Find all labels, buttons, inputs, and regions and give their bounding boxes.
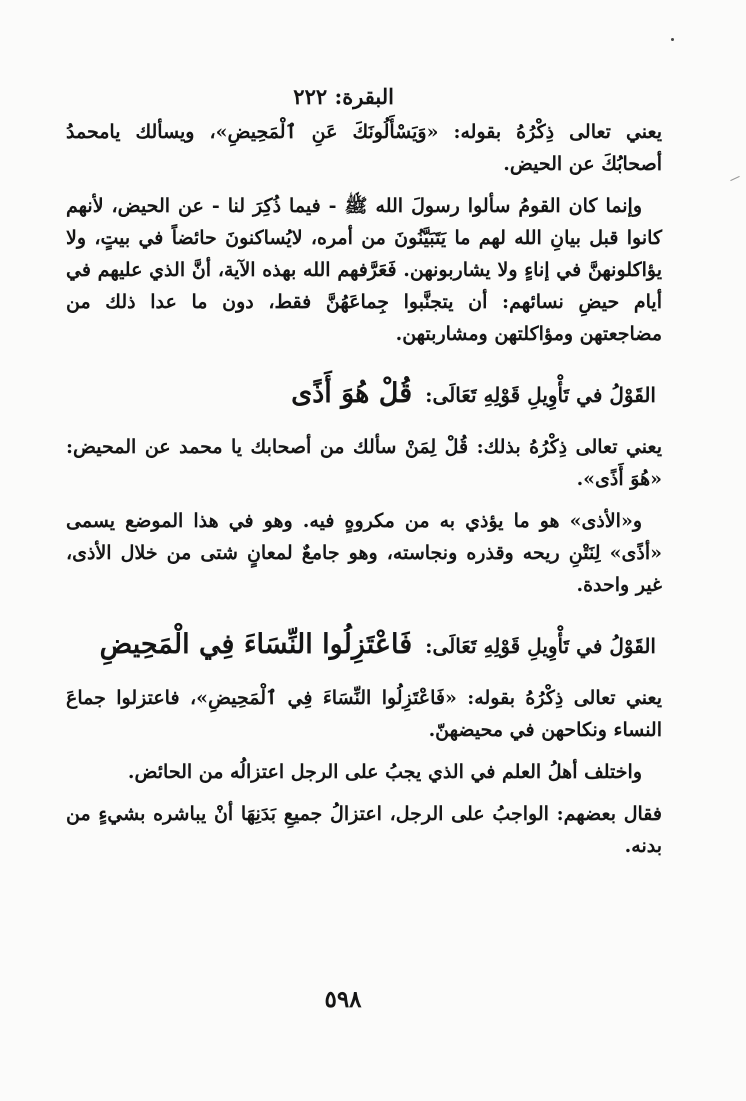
ink-dot [671,38,674,41]
page-body [66,116,662,872]
paragraph-1: يعني تعالى ذِكْرُهُ بقوله: «وَيَسْأَلُونَكَ عَنِ ٱلْمَحِيضِ»، ويسألك يامحمدُ أصحابُكَ عن الحيض. [66,121,662,175]
paragraph-7: فقال بعضهم: الواجبُ على الرجل، اعتزالُ جميعِ بَدَنِهَا أنْ يباشره بشيءٍ من بدنه. [66,803,662,857]
paragraph-5: يعني تعالى ذِكْرُهُ بقوله: «فَاعْتَزِلُوا النِّسَاءَ فِي ٱلْمَحِيضِ»، فاعتزلوا جماعَ النساء ونكاحهن في محيضهنّ. [66,687,662,741]
section-heading-1 [66,374,656,415]
paragraph-3: يعني تعالى ذِكْرُهُ بذلك: قُلْ لِمَنْ سألك من أصحابك يا محمد عن المحيض: «هُوَ أَذًى». [66,436,662,490]
paragraph-4: و«الأذى» هو ما يؤذي به من مكروهٍ فيه. وهو في هذا الموضع يسمى «أذًى» لِنَتْنِ ريحه وقذره ونجاسته، وهو جامعٌ لمعانٍ شتى من خلال الأذى، غير واحدة. [66,510,662,596]
section-heading-2-verse: فَاعْتَزِلُوا النِّسَاءَ فِي الْمَحِيضِ [99,629,413,660]
section-heading-2-label: القَوْلُ في تَأْوِيلِ قَوْلِهِ تَعَالَى: [425,634,656,658]
paragraph-2: وإنما كان القومُ سألوا رسولَ الله ﷺ - فيما ذُكِرَ لنا - عن الحيض، لأنهم كانوا قبل بيانِ الله لهم ما يَتَبَيَّنُونَ من أمره، لايُساكنونَ حائضاً في بيتٍ، ولا يؤاكلونهنَّ في إناءٍ ولا يشاربونهن. فَعَرَّفهم الله بهذه الآية، أنَّ الذي عليهم في أيام حيضِ نسائهم: أن يتجنَّبوا جِماعَهُنَّ فقط، دون ما عدا ذلك من مضاجعتهن ومؤاكلتهن ومشاربتهن. [66,195,662,345]
page-number: ٥٩٨ [324,986,362,1013]
paragraph-6: واختلف أهلُ العلم في الذي يجبُ على الرجل اعتزالُه من الحائض. [127,761,642,783]
section-heading-1-label: القَوْلُ في تَأْوِيلِ قَوْلِهِ تَعَالَى: [425,383,656,407]
section-heading-1-verse: قُلْ هُوَ أَذًى [291,378,413,409]
running-header: البقرة: ٢٢٢ [293,84,394,109]
section-heading-2 [66,625,656,666]
margin-mark [730,176,739,181]
